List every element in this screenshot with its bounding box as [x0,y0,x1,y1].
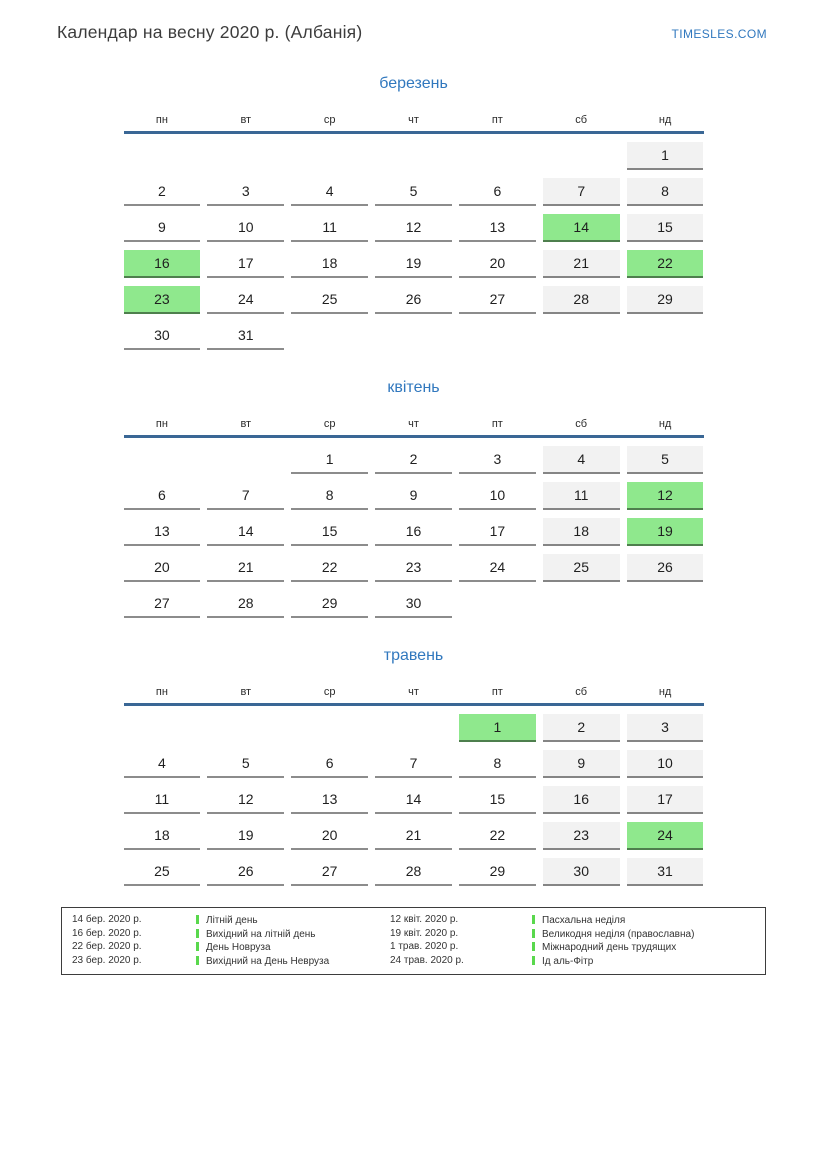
day-cell: 23 [124,286,201,314]
legend-date: 16 бер. 2020 р. [72,927,142,939]
legend-label: Вихідний на День Невруза [196,955,390,969]
day-cell: 27 [124,590,201,618]
day-cell: 19 [207,822,284,850]
day-cell: 31 [627,858,704,886]
day-cell-empty [543,590,620,618]
day-cell: 5 [207,750,284,778]
day-cell: 3 [207,178,284,206]
day-cell: 4 [291,178,368,206]
day-cell: 1 [291,446,368,474]
day-cell: 24 [207,286,284,314]
month-2 [124,378,704,618]
day-cell: 19 [375,250,452,278]
legend-label: Великодня неділя (православна) [532,928,755,942]
weekday-label: пт [491,114,503,126]
day-cell: 23 [543,822,620,850]
site-link[interactable]: TIMESLES.COM [671,27,767,41]
legend-label: Вихідний на літній день [196,928,390,942]
month-title: квітень [387,379,440,396]
weekday-label: вт [240,686,252,698]
day-cell: 25 [124,858,201,886]
legend-label: Міжнародний день трудящих [532,941,755,955]
day-cell-empty [543,322,620,350]
day-cell: 7 [207,482,284,510]
week-row [124,742,704,778]
day-cell: 4 [124,750,201,778]
day-cell-empty [459,322,536,350]
day-cell: 13 [124,518,201,546]
legend-box [61,907,766,975]
month-3 [124,646,704,886]
weekday-label: пн [155,418,168,430]
week-row [124,314,704,350]
legend-date: 24 трав. 2020 р. [390,954,464,966]
week-row [124,510,704,546]
day-cell: 25 [291,286,368,314]
weekday-header [124,414,704,438]
day-cell: 28 [543,286,620,314]
week-row [124,134,704,170]
day-cell: 11 [124,786,201,814]
day-cell-empty [543,142,620,170]
day-cell: 22 [291,554,368,582]
day-cell: 5 [627,446,704,474]
week-row [124,850,704,886]
day-cell: 9 [543,750,620,778]
day-cell: 16 [375,518,452,546]
day-cell: 8 [291,482,368,510]
day-cell: 22 [459,822,536,850]
day-cell: 1 [459,714,536,742]
weekday-label: чт [408,114,419,126]
day-cell: 6 [124,482,201,510]
week-row [124,706,704,742]
day-cell: 9 [124,214,201,242]
weekday-label: чт [408,686,419,698]
day-cell: 14 [207,518,284,546]
weekday-label: вт [240,114,252,126]
day-cell: 19 [627,518,704,546]
weekday-label: сб [575,686,588,698]
day-cell: 22 [627,250,704,278]
legend-label: День Новруза [196,941,390,955]
day-cell: 24 [459,554,536,582]
legend-marker-icon [196,942,199,951]
weekday-header [124,682,704,706]
day-cell-empty [627,322,704,350]
day-cell: 20 [459,250,536,278]
day-cell: 15 [459,786,536,814]
weekday-label: ср [323,418,336,430]
legend-marker-icon [532,929,535,938]
week-row [124,546,704,582]
day-cell: 23 [375,554,452,582]
day-cell: 31 [207,322,284,350]
day-cell-empty [124,142,201,170]
legend-label: Ід аль-Фітр [532,955,755,969]
day-cell-empty [124,714,201,742]
weekday-label: чт [408,418,419,430]
weekday-label: ср [323,686,336,698]
day-cell: 16 [543,786,620,814]
day-cell: 20 [124,554,201,582]
legend-marker-icon [532,956,535,965]
day-cell: 29 [627,286,704,314]
legend-marker-icon [532,915,535,924]
day-cell-empty [291,714,368,742]
week-row [124,170,704,206]
day-cell: 17 [459,518,536,546]
day-cell: 29 [291,590,368,618]
legend-date: 22 бер. 2020 р. [72,941,142,952]
day-cell-empty [375,142,452,170]
legend-date: 23 бер. 2020 р. [72,954,142,966]
day-cell: 10 [459,482,536,510]
page-title: Календар на весну 2020 р. (Албанія) [57,22,363,42]
day-cell: 6 [291,750,368,778]
day-cell: 26 [207,858,284,886]
day-cell: 9 [375,482,452,510]
week-row [124,582,704,618]
day-cell: 25 [543,554,620,582]
month-title: березень [379,75,448,92]
day-cell: 11 [543,482,620,510]
legend-date: 1 трав. 2020 р. [390,941,459,952]
day-cell: 3 [627,714,704,742]
week-row [124,814,704,850]
day-cell-empty [207,142,284,170]
day-cell: 13 [291,786,368,814]
day-cell: 12 [375,214,452,242]
legend-label: Літній день [196,914,390,928]
day-cell: 14 [543,214,620,242]
day-cell-empty [207,446,284,474]
day-cell-empty [124,446,201,474]
day-cell: 12 [627,482,704,510]
day-cell: 6 [459,178,536,206]
day-cell: 30 [375,590,452,618]
day-cell: 20 [291,822,368,850]
month-title: травень [383,647,444,664]
day-cell: 29 [459,858,536,886]
day-cell-empty [375,322,452,350]
day-cell: 5 [375,178,452,206]
weekday-header [124,110,704,134]
weekday-label: нд [658,114,672,126]
week-row [124,474,704,510]
day-cell: 2 [124,178,201,206]
day-cell-empty [627,590,704,618]
day-cell: 28 [375,858,452,886]
day-cell: 15 [627,214,704,242]
weekday-label: пн [155,114,168,126]
legend-marker-icon [196,915,199,924]
day-cell: 8 [627,178,704,206]
day-cell: 21 [375,822,452,850]
day-cell-empty [375,714,452,742]
day-cell: 1 [627,142,704,170]
day-cell: 27 [459,286,536,314]
legend-marker-icon [532,942,535,951]
day-cell: 26 [375,286,452,314]
day-cell: 11 [291,214,368,242]
day-cell: 7 [543,178,620,206]
day-cell-empty [459,142,536,170]
page-header [0,0,827,46]
weekday-label: нд [658,686,672,698]
day-cell: 2 [375,446,452,474]
day-cell-empty [291,322,368,350]
weekday-label: нд [658,418,672,430]
week-row [124,438,704,474]
day-cell: 7 [375,750,452,778]
day-cell: 2 [543,714,620,742]
day-cell: 30 [543,858,620,886]
day-cell: 30 [124,322,201,350]
day-cell: 10 [627,750,704,778]
week-row [124,242,704,278]
day-cell: 17 [627,786,704,814]
week-row [124,206,704,242]
day-cell: 27 [291,858,368,886]
day-cell: 14 [375,786,452,814]
week-row [124,278,704,314]
day-cell-empty [291,142,368,170]
legend-label: Пасхальна неділя [532,914,755,928]
weekday-label: ср [323,114,336,126]
day-cell: 3 [459,446,536,474]
day-cell: 13 [459,214,536,242]
day-cell: 18 [543,518,620,546]
legend-date: 12 квіт. 2020 р. [390,914,459,925]
weekday-label: сб [575,114,588,126]
day-cell: 18 [291,250,368,278]
day-cell: 26 [627,554,704,582]
weekday-label: сб [575,418,588,430]
legend-marker-icon [196,929,199,938]
weekday-label: пт [491,418,503,430]
weekday-label: пн [155,686,168,698]
day-cell: 10 [207,214,284,242]
day-cell: 12 [207,786,284,814]
months-container [124,74,704,886]
day-cell: 17 [207,250,284,278]
day-cell: 15 [291,518,368,546]
day-cell-empty [459,590,536,618]
day-cell-empty [207,714,284,742]
day-cell: 21 [543,250,620,278]
day-cell: 4 [543,446,620,474]
legend-marker-icon [196,956,199,965]
month-1 [124,74,704,350]
weekday-label: пт [491,686,503,698]
weekday-label: вт [240,418,252,430]
day-cell: 28 [207,590,284,618]
legend-date: 14 бер. 2020 р. [72,914,142,925]
week-row [124,778,704,814]
day-cell: 16 [124,250,201,278]
day-cell: 24 [627,822,704,850]
legend-date: 19 квіт. 2020 р. [390,927,459,939]
day-cell: 18 [124,822,201,850]
day-cell: 21 [207,554,284,582]
day-cell: 8 [459,750,536,778]
